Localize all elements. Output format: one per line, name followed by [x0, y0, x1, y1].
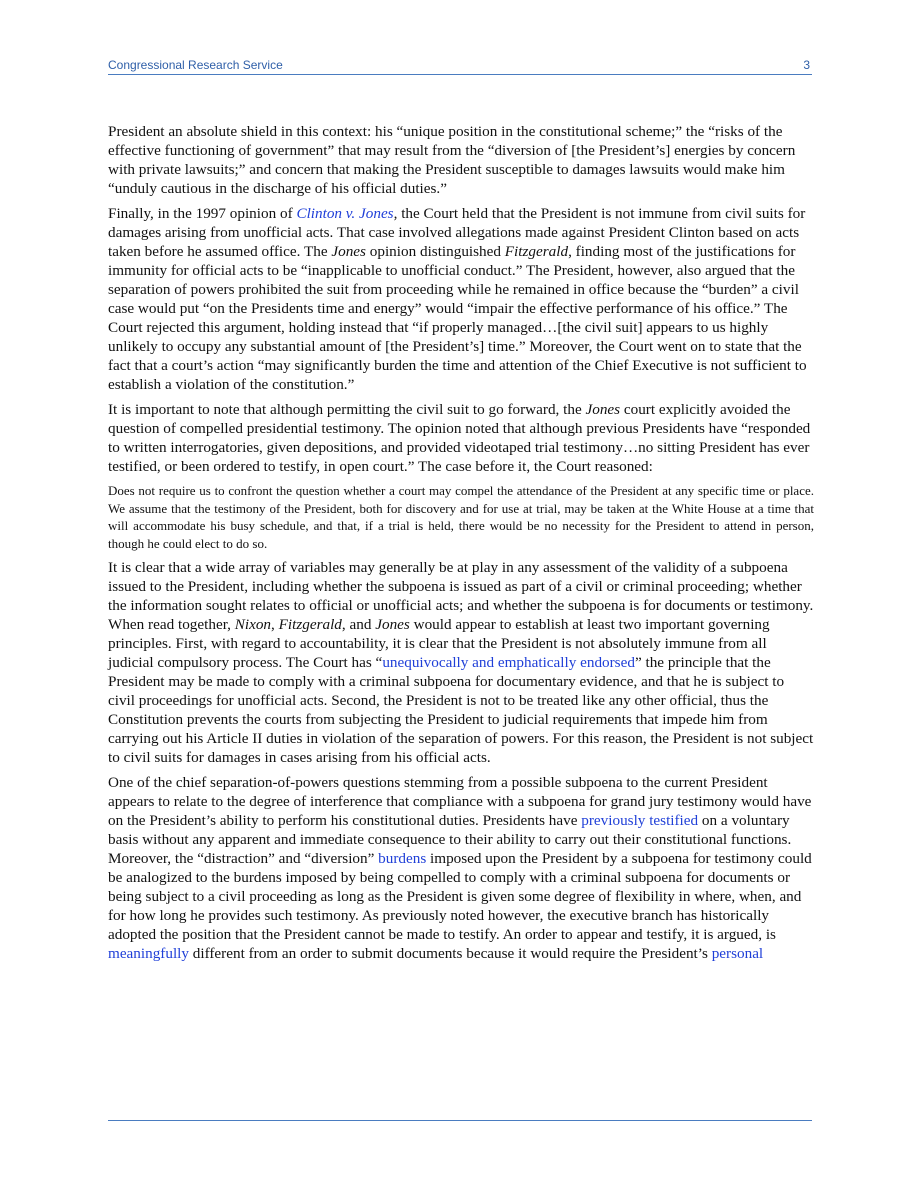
- p4-nixon: Nixon: [234, 616, 272, 633]
- link-meaningfully[interactable]: meaningfully: [108, 945, 189, 962]
- p2-text-c: opinion distinguished: [365, 243, 505, 260]
- footer-rule: [108, 1120, 812, 1121]
- paragraph-1: President an absolute shield in this context: his “unique position in the constitutional scheme;” the “risks of the effective functioning of government” that may result from the “diversion of [the President’s] energies by concern with private lawsuits;” and concern that making the President susceptible to damages lawsuits would make him “unduly cautious in the discharge of his official duties.”: [108, 123, 796, 197]
- p2-text-b: , the Court held that the President is not immune from civil suits for damages arising from unofficial acts. That case involved allegations made against President Clinton based on acts taken before he assumed office. The: [108, 205, 806, 260]
- p3-text-b: court explicitly avoided the question of compelled presidential testimony. The opinion noted that although previous Presidents have “responded to written interrogatories, given depositions, and provided videotaped trial testimony…no sitting President has ever testified, or been ordered to testify, in open court.” The case before it, the Court reasoned:: [108, 401, 811, 475]
- p2-fitzgerald: Fitzgerald: [504, 243, 569, 260]
- page-number: 3: [803, 58, 810, 72]
- p2-text-a: Finally, in the 1997 opinion of: [108, 205, 297, 222]
- paragraph-3: [108, 400, 814, 476]
- p5-text-a: One of the chief separation-of-powers questions stemming from a possible subpoena to the current President appears to relate to the degree of interference that compliance with a subpoena for grand jury testimony would have on the President’s ability to perform his constitutional duties. Presidents have: [108, 774, 812, 829]
- p3-jones: Jones: [585, 401, 621, 418]
- p4-fitzgerald: Fitzgerald: [278, 616, 342, 633]
- p4-jones: Jones: [375, 616, 410, 633]
- link-clinton-v-jones[interactable]: Clinton v. Jones: [296, 205, 394, 222]
- paragraph-4: [108, 558, 814, 767]
- p4-sep1: ,: [271, 616, 279, 633]
- header-organization: Congressional Research Service: [108, 58, 283, 72]
- p4-text-c: ” the principle that the President may be made to comply with a criminal subpoena for documentary evidence, and that he is subject to civil proceedings for unofficial acts. Second, the President is not to be treated like any other official, thus the Constitution prevents the courts from subjecting the President to judicial requirements that impede him from carrying out his Article II duties in violation of the separation of powers. For this reason, the President is not subject to civil suits for damages in cases arising from his official acts.: [108, 654, 814, 766]
- p2-jones: Jones: [331, 243, 366, 260]
- p4-text-a: It is clear that a wide array of variables may generally be at play in any assessment of the validity of a subpoena issued to the President, including whether the subpoena is issued as part of a civil or criminal proceeding; whether the information sought relates to official or unofficial acts; and whether the subpoena is for documents or testimony. When read together,: [108, 559, 814, 633]
- paragraph-2: [108, 204, 814, 394]
- document-body: [108, 122, 814, 969]
- p3-text-a: It is important to note that although permitting the civil suit to go forward, the: [108, 401, 586, 418]
- link-unequivocally-endorsed[interactable]: unequivocally and emphatically endorsed: [382, 654, 635, 671]
- p4-text-b: would appear to establish at least two important governing principles. First, with regard to accountability, it is clear that the President is not absolutely immune from all judicial compulsory process. The Court has “: [108, 616, 770, 671]
- page-header: [108, 58, 812, 75]
- link-personal[interactable]: personal: [711, 945, 764, 962]
- p5-text-d: different from an order to submit documents because it would require the President’s: [188, 945, 712, 962]
- link-previously-testified[interactable]: previously testified: [581, 812, 699, 829]
- p5-text-c: imposed upon the President by a subpoena for testimony could be analogized to the burdens imposed by being compelled to comply with a criminal subpoena for documents or being subject to a civil proceeding as long as the President is given some degree of flexibility in where, when, and for how long he provides such testimony. As previously noted however, the executive branch has historically adopted the position that the President cannot be made to testify. An order to appear and testify, it is argued, is: [108, 850, 812, 943]
- p2-text-d: , finding most of the justifications for immunity for official acts to be “inapplicable to unofficial conduct.” The President, however, also argued that the separation of powers prohibited the suit from proceeding while he remained in office because the “burden” a civil case would put “on the Presidents time and energy” would “impair the effective performance of his office.” The Court rejected this argument, holding instead that “if properly managed…[the civil suit] appears to us highly unlikely to occupy any substantial amount of [the President’s] time.” Moreover, the Court went on to state that the fact that a court’s action “may significantly burden the time and attention of the Chief Executive is not sufficient to establish a violation of the constitution.”: [108, 243, 807, 393]
- p5-text-b: on a voluntary basis without any apparent and immediate consequence to their ability to carry out their constitutional functions. Moreover, the “distraction” and “diversion”: [108, 812, 792, 867]
- block-quote: Does not require us to confront the question whether a court may compel the attendance of the President at any specific time or place. We assume that the testimony of the President, both for discovery and for use at trial, may be taken at the White House at a time that will accommodate his busy schedule, and that, if a trial is held, there would be no necessity for the President to attend in person, though he could elect to do so.: [108, 483, 814, 551]
- paragraph-5: [108, 773, 814, 963]
- p4-sep2: , and: [341, 616, 376, 633]
- link-burdens[interactable]: burdens: [378, 850, 427, 867]
